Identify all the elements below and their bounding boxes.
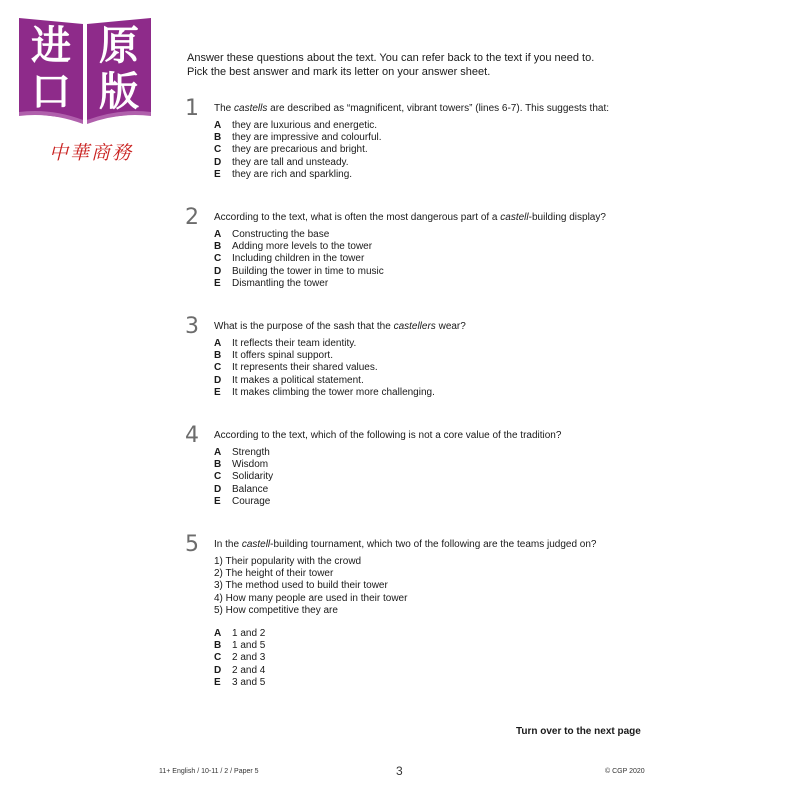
question-text: What is the purpose of the sash that the castellers wear? [214,321,466,332]
answer-option[interactable]: C Including children in the tower [214,253,365,265]
logo-char-3: 口 [31,68,71,115]
answer-option[interactable]: B Wisdom [214,459,269,471]
answer-option[interactable]: E they are rich and sparkling. [214,168,353,180]
answer-option[interactable]: A they are luxurious and energetic. [214,120,378,131]
answer-option[interactable]: D Building the tower in time to music [214,265,384,277]
turn-over-note: Turn over to the next page [516,726,641,737]
answer-option[interactable]: B they are impressive and colourful. [214,132,382,144]
answer-option[interactable]: E Dismantling the tower [214,277,329,289]
answer-option[interactable]: A Constructing the base [214,229,330,240]
statement: 2) The height of their tower [214,568,334,580]
instructions-line-1: Answer these questions about the text. You can refer back to the text if you need to. [187,52,595,64]
answer-option[interactable]: D It makes a political statement. [214,374,364,386]
instructions [187,51,594,79]
question-text: According to the text, which of the following is not a core value of the tradition? [214,430,562,441]
statement-list [214,556,407,617]
answer-options [214,338,435,399]
answer-option[interactable]: E It makes climbing the tower more challenging. [214,386,435,398]
question-text: The castells are described as “magnificent, vibrant towers” (lines 6-7). This suggests that: [214,103,610,114]
answer-option[interactable]: B It offers spinal support. [214,350,333,362]
question-text: According to the text, what is often the most dangerous part of a castell-building display? [214,212,606,223]
answer-options [214,628,265,689]
question-number: 5 [185,532,199,557]
answer-option[interactable]: D Balance [214,483,269,495]
question-number: 2 [185,205,199,230]
question-number: 4 [185,423,199,448]
publisher-logo [15,12,165,162]
answer-options [214,120,382,181]
page-number: 3 [396,764,403,778]
footer-copyright: © CGP 2020 [605,768,645,775]
answer-option[interactable]: C they are precarious and bright. [214,144,368,156]
instructions-line-2: Pick the best answer and mark its letter on your answer sheet. [187,66,491,78]
question-number: 3 [185,314,199,339]
answer-option[interactable]: C It represents their shared values. [214,362,378,374]
answer-option[interactable]: D 2 and 4 [214,664,266,676]
question-text: In the castell-building tournament, which two of the following are the teams judged on? [214,539,597,550]
statement: 3) The method used to build their tower [214,580,388,592]
answer-option[interactable]: A Strength [214,447,270,458]
answer-option[interactable]: E Courage [214,495,271,507]
footer-paper-info: 11+ English / 10-11 / 2 / Paper 5 [159,768,259,775]
answer-options [214,229,384,290]
statement: 5) How competitive they are [214,604,338,616]
logo-char-2: 原 [99,22,139,69]
answer-option[interactable]: A 1 and 2 [214,628,266,639]
statement: 4) How many people are used in their tower [214,592,408,604]
logo-char-1: 进 [31,22,71,69]
answer-options [214,447,273,508]
answer-option[interactable]: A It reflects their team identity. [214,338,357,349]
statement: 1) Their popularity with the crowd [214,556,362,567]
answer-option[interactable]: E 3 and 5 [214,676,266,688]
answer-option[interactable]: C 2 and 3 [214,652,266,664]
question-number: 1 [185,96,199,121]
answer-option[interactable]: C Solidarity [214,471,274,483]
answer-option[interactable]: D they are tall and unsteady. [214,156,349,168]
logo-char-4: 版 [99,68,139,115]
logo-subtitle: 中華商務 [48,142,133,164]
answer-option[interactable]: B 1 and 5 [214,640,266,652]
logo-characters [15,12,155,124]
answer-option[interactable]: B Adding more levels to the tower [214,241,373,253]
